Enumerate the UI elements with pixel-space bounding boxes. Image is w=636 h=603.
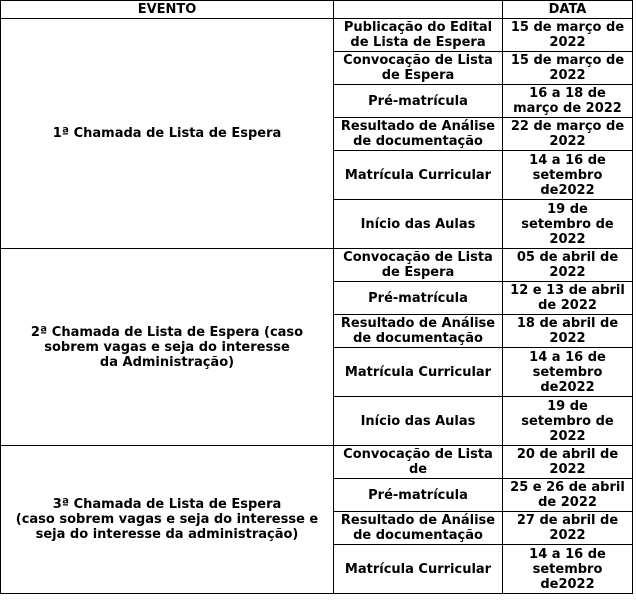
table-row	[1, 446, 633, 479]
date-cell: 12 e 13 de abril de 2022	[503, 282, 633, 315]
date-cell: 15 de março de 2022	[503, 19, 633, 52]
header-blank	[334, 1, 503, 19]
date-cell: 20 de abril de 2022	[503, 446, 633, 479]
event-cell: Resultado de Análise de documentação	[334, 118, 503, 151]
date-cell: 15 de março de 2022	[503, 52, 633, 85]
event-cell: Pré-matrícula	[334, 479, 503, 512]
date-cell: 25 e 26 de abril de 2022	[503, 479, 633, 512]
date-cell: 14 a 16 de setembro de2022	[503, 545, 633, 594]
table-row	[1, 249, 633, 282]
table-row	[1, 19, 633, 52]
event-cell: Matrícula Curricular	[334, 348, 503, 397]
event-cell: Pré-matrícula	[334, 282, 503, 315]
event-cell: Publicação do Edital de Lista de Espera	[334, 19, 503, 52]
event-cell: Convocação de Lista de Espera	[334, 249, 503, 282]
group-name: 1ª Chamada de Lista de Espera	[1, 19, 334, 249]
event-cell: Matrícula Curricular	[334, 151, 503, 200]
group-name: 2ª Chamada de Lista de Espera (caso sobrem vagas e seja do interesse da Administração)	[1, 249, 334, 446]
event-cell: Convocação de Lista de	[334, 446, 503, 479]
date-cell: 14 a 16 de setembro de2022	[503, 348, 633, 397]
event-cell: Resultado de Análise de documentação	[334, 315, 503, 348]
date-cell: 05 de abril de 2022	[503, 249, 633, 282]
date-cell: 19 de setembro de 2022	[503, 397, 633, 446]
date-cell: 16 a 18 de março de 2022	[503, 85, 633, 118]
date-cell: 22 de março de 2022	[503, 118, 633, 151]
header-evento: EVENTO	[1, 1, 334, 19]
event-cell: Matrícula Curricular	[334, 545, 503, 594]
date-cell: 19 de setembro de 2022	[503, 200, 633, 249]
date-cell: 14 a 16 de setembro de2022	[503, 151, 633, 200]
header-data: DATA	[503, 1, 633, 19]
date-cell: 27 de abril de 2022	[503, 512, 633, 545]
event-cell: Convocação de Lista de Espera	[334, 52, 503, 85]
header-row	[1, 1, 633, 19]
event-cell: Início das Aulas	[334, 397, 503, 446]
date-cell: 18 de abril de 2022	[503, 315, 633, 348]
event-cell: Resultado de Análise de documentação	[334, 512, 503, 545]
group-name: 3ª Chamada de Lista de Espera (caso sobrem vagas e seja do interesse e seja do interesse da administração)	[1, 446, 334, 594]
event-cell: Pré-matrícula	[334, 85, 503, 118]
event-cell: Início das Aulas	[334, 200, 503, 249]
